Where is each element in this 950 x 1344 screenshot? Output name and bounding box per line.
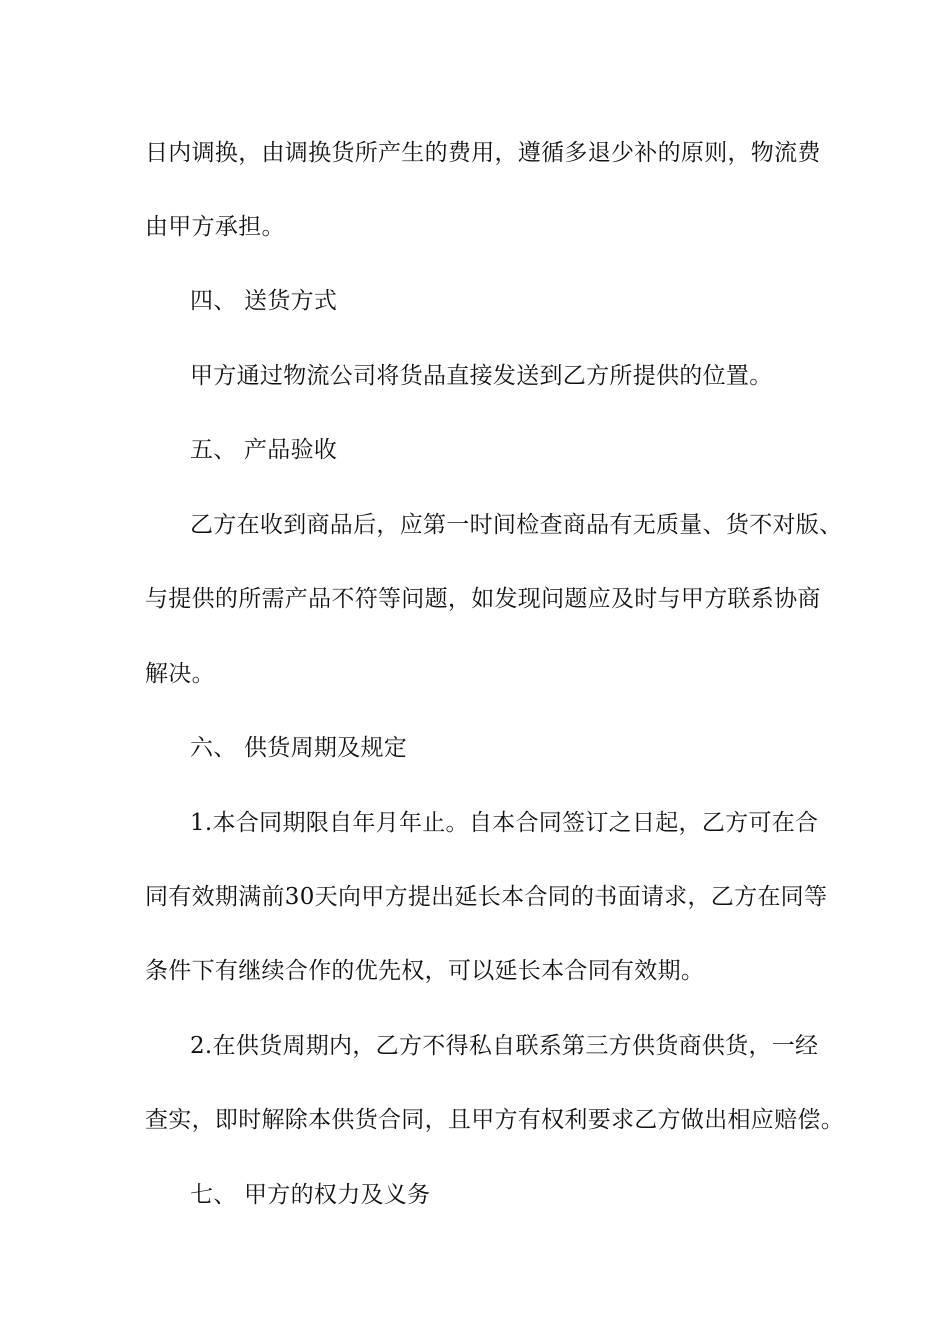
paragraph-line: 解决。 bbox=[145, 661, 215, 687]
section-heading bbox=[190, 733, 407, 763]
section-number: 四、 bbox=[190, 288, 237, 314]
paragraph-line: 与提供的所需产品不符等问题，如发现问题应及时与甲方联系协商 bbox=[145, 586, 821, 612]
paragraph-line: 同有效期满前30天向甲方提出延长本合同的书面请求，乙方在同等 bbox=[145, 884, 828, 910]
section-number: 五、 bbox=[190, 437, 237, 463]
section-title: 供货周期及规定 bbox=[244, 735, 408, 761]
section-title: 甲方的权力及义务 bbox=[244, 1182, 431, 1208]
paragraph-line: 日内调换，由调换货所产生的费用，遵循多退少补的原则，物流费 bbox=[145, 140, 821, 166]
paragraph-line: 条件下有继续合作的优先权，可以延长本合同有效期。 bbox=[145, 958, 705, 984]
section-number: 七、 bbox=[190, 1182, 237, 1208]
paragraph-line: 2.在供货周期内，乙方不得私自联系第三方供货商供货，一经 bbox=[190, 1033, 819, 1059]
paragraph-line: 由甲方承担。 bbox=[145, 214, 285, 240]
section-heading bbox=[190, 1180, 430, 1210]
section-heading bbox=[190, 286, 337, 316]
section-heading bbox=[190, 435, 337, 465]
section-title: 送货方式 bbox=[244, 288, 338, 314]
paragraph-line: 1.本合同期限自年月年止。自本合同签订之日起，乙方可在合 bbox=[190, 810, 819, 836]
paragraph-line: 甲方通过物流公司将货品直接发送到乙方所提供的位置。 bbox=[190, 363, 773, 389]
paragraph-line: 查实，即时解除本供货合同，且甲方有权利要求乙方做出相应赔偿。 bbox=[145, 1107, 844, 1133]
section-number: 六、 bbox=[190, 735, 237, 761]
section-title: 产品验收 bbox=[244, 437, 338, 463]
paragraph-line: 乙方在收到商品后，应第一时间检查商品有无质量、货不对版、 bbox=[190, 512, 843, 538]
